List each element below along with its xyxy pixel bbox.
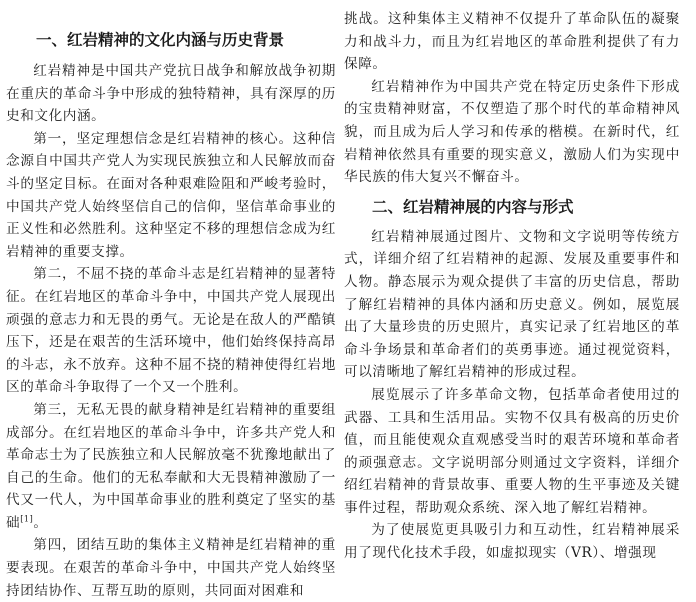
citation-marker[interactable]: [1] (20, 514, 34, 524)
left-column (6, 0, 336, 599)
section-2-heading: 二、红岩精神展的内容与形式 (372, 197, 574, 216)
exhibit-paragraph-3: 为了使展览更具吸引力和互动性，红岩精神展采用了现代化技术手段，如虚拟现实（VR）、增强现 (344, 522, 680, 562)
third-point-text: 第三，无私无畏的献身精神是红岩精神的重要组成部分。在红岩地区的革命斗争中，许多共产党人和革命志士为了民族独立和人民解放毫不犹豫地献出了自己的生命。他们的无私奉献和大无畏精神激励了一代又一代人，为中国革命事业的胜利奠定了坚实的基础 (6, 401, 336, 531)
paragraph-third-point (6, 399, 336, 535)
exhibit-paragraph-1: 红岩精神展通过图片、文物和文字说明等传统方式，详细介绍了红岩精神的起源、发展及重要事件和人物。静态展示为观众提供了丰富的历史信息，帮助了解红岩精神的具体内涵和历史意义。例如，展览展出了大量珍贵的历史照片，真实记录了红岩地区的革命斗争场景和革命者们的英勇事迹。通过视觉资料，可以清晰地了解红岩精神的形成过程。 (344, 228, 680, 381)
paragraph-fourth-point: 第四，团结互助的集体主义精神是红岩精神的重要表现。在艰苦的革命斗争中，中国共产党人始终坚持团结协作、互帮互助的原则，共同面对困难和 (6, 537, 336, 599)
exhibit-paragraph-2: 展览展示了许多革命文物，包括革命者使用过的武器、工具和生活用品。实物不仅具有极高的历史价值，而且能使观众直观感受当时的艰苦环境和革命者的顽强意志。文字说明部分则通过文字资料，详细介绍红岩精神的背景故事、重要人物的生平事迹及关键事件过程，帮助观众系统、深入地了解红岩精神。 (344, 386, 680, 516)
summary-paragraph: 红岩精神作为中国共产党在特定历史条件下形成的宝贵精神财富，不仅塑造了那个时代的革命精神风貌，而且成为后人学习和传承的楷模。在新时代，红岩精神依然具有重要的现实意义，激励人们为实现中华民族的伟大复兴不懈奋斗。 (344, 78, 680, 186)
fourth-point-continuation: 挑战。这种集体主义精神不仅提升了革命队伍的凝聚力和战斗力，而且为红岩地区的革命胜利提供了有力保障。 (344, 11, 680, 73)
right-column (344, 0, 680, 572)
intro-paragraph: 红岩精神是中国共产党抗日战争和解放战争初期在重庆的革命斗争中形成的独特精神，具有深厚的历史和文化内涵。 (6, 63, 336, 125)
paragraph-first-point: 第一，坚定理想信念是红岩精神的核心。这种信念源自中国共产党人为实现民族独立和人民解放而奋斗的坚定目标。在面对各种艰难险阻和严峻考验时，中国共产党人始终坚信自己的信仰，坚信革命事业的正义性和必然胜利。这种坚定不移的理想信念成为红岩精神的重要支撑。 (6, 130, 336, 260)
paragraph-second-point: 第二，不屈不挠的革命斗志是红岩精神的显著特征。在红岩地区的革命斗争中，中国共产党人展现出顽强的意志力和无畏的勇气。无论是在敌人的严酷镇压下，还是在艰苦的生活环境中，他们始终保持高昂的斗志，永不放弃。这种不屈不挠的精神使得红岩地区的革命斗争取得了一个又一个胜利。 (6, 266, 336, 396)
third-point-end: 。 (33, 514, 48, 531)
section-1-heading: 一、红岩精神的文化内涵与历史背景 (36, 31, 285, 49)
